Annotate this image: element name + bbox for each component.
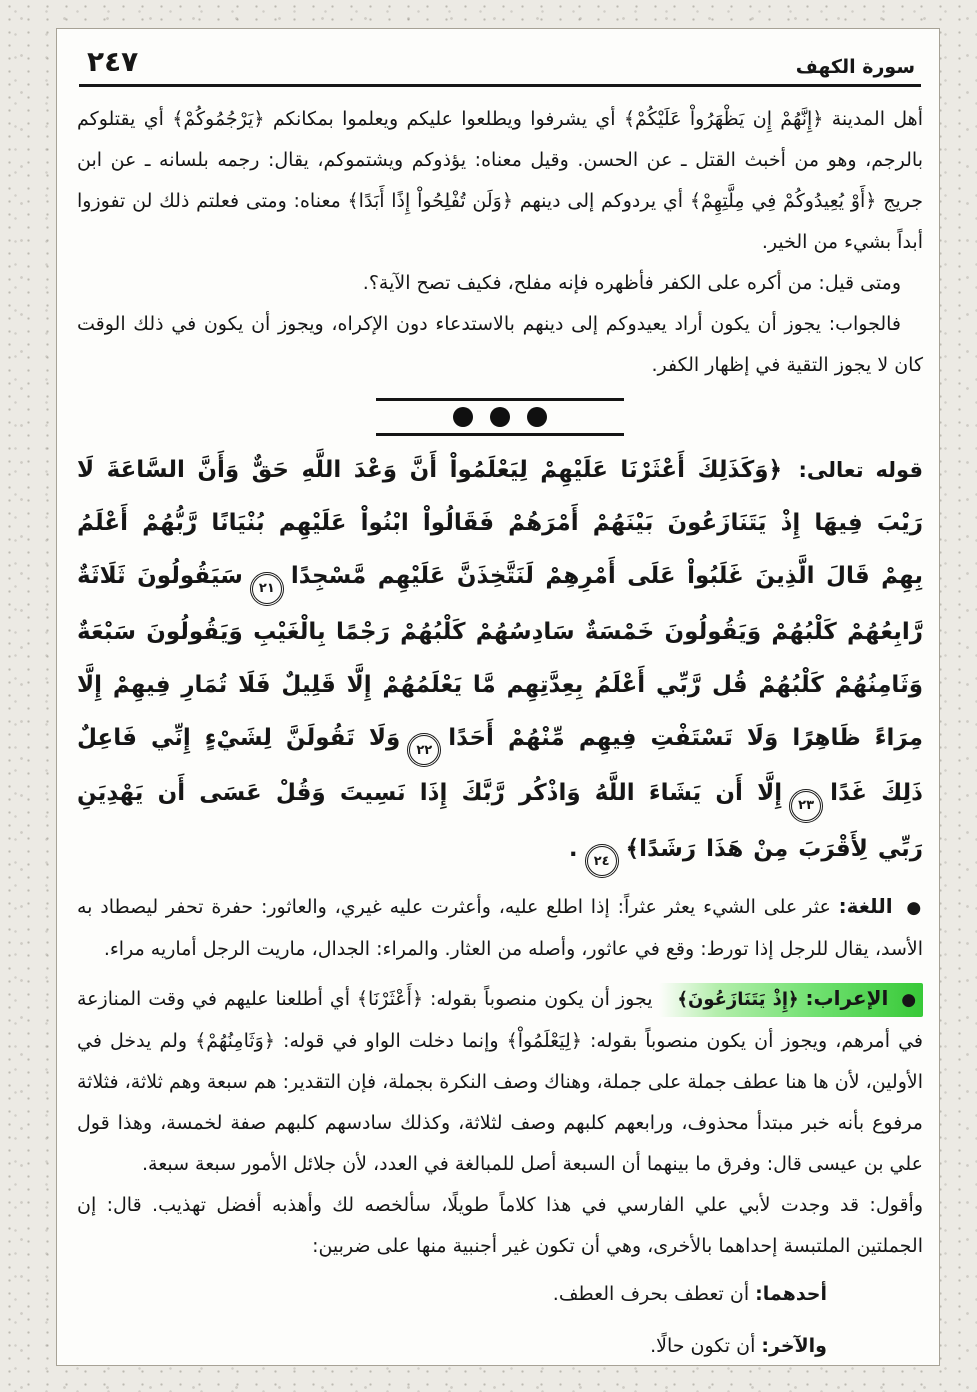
quran-closing-mark: . xyxy=(568,835,578,862)
irab-quoted-phrase: ﴿إِذْ يَتَنَازَعُونَ﴾ xyxy=(677,989,799,1010)
bullet-icon: ● xyxy=(901,990,917,1010)
irab-section-body: يجوز أن يكون منصوباً بقوله: ﴿أَعْثَرْنَا﴾ أي أطلعنا عليهم في وقت المنازعة في أمرهم، ويجوز أن يكون منصوباً بقوله: ﴿لِيَعْلَمُواْ﴾ وإنما دخلت الواو في قوله: ﴿وَثَامِنُهُمْ﴾ ولم يدخل في الأولين، لأن ها هنا عطف جملة على جملة، وهناك وصف النكرة بجملة، فإن التقدير: هم سبعة وهم ثلاثة، فثلاثة مرفوع بأنه خبر مبتدأ محذوف، ورابعهم كلبهم وصف لثلاثة، وكذلك سادسهم كلبهم صفة لخمسة، وهذا قول علي بن عيسى قال: وفرق ما بينهما أن السبعة أصل للمبالغة في العدد، لأن جلائل الأمور سبعة سبعة. xyxy=(77,988,923,1175)
closing-pair-1-text: أن تعطف بحرف العطف. xyxy=(552,1283,750,1305)
divider-line-bottom xyxy=(376,433,624,436)
bullet-icon: ● xyxy=(906,898,923,918)
closing-pair-2-text: أن تكون حالًا. xyxy=(650,1335,756,1357)
quran-verse-text: ﴿وَكَذَلِكَ أَعْثَرْنَا عَلَيْهِمْ لِيَعْلَمُواْ أَنَّ وَعْدَ اللَّهِ حَقٌّ وَأَنَّ السَّاعَةَ لَا رَيْبَ فِيهَا إِذْ يَتَنَازَعُونَ بَيْنَهُمْ أَمْرَهُمْ فَقَالُواْ ابْنُواْ عَلَيْهِم بُنْيَانًا رَّبُّهُمْ أَعْلَمُ بِهِمْ قَالَ الَّذِينَ غَلَبُواْ عَلَى أَمْرِهِمْ لَنَتَّخِذَنَّ عَلَيْهِم مَّسْجِدًا xyxy=(77,457,923,589)
closing-pair-2-label: والآخر: xyxy=(761,1335,827,1357)
closing-pair-2 xyxy=(77,1321,827,1366)
divider-dot-icon xyxy=(527,407,547,427)
closing-pair-1 xyxy=(77,1269,827,1319)
surah-title: سورة الكهف xyxy=(795,56,915,78)
quran-verse-text: إِلَّا أَن يَشَاءَ اللَّهُ وَاذْكُر رَّبَّكَ إِذَا نَسِيتَ وَقُلْ عَسَى أَن يَهْدِيَنِ رَبِّي لِأَقْرَبَ مِنْ هَذَا رَشَدًا﴾ xyxy=(77,780,923,862)
tafsir-paragraph-1: أهل المدينة ﴿إِنَّهُمْ إِن يَظْهَرُواْ عَلَيْكُمْ﴾ أي يشرفوا ويطلعوا عليكم ويعلموا بمكانكم ﴿يَرْجُمُوكُمْ﴾ أي يقتلوكم بالرجم، وهو من أخبث القتل ـ عن الحسن. وقيل معناه: يؤذوكم ويشتموكم، يقال: رجمه بلسانه ـ عن ابن جريج ﴿أَوْ يُعِيدُوكُمْ فِي مِلَّتِهِمْ﴾ أي يردوكم إلى دينهم ﴿وَلَن تُفْلِحُواْ إِذًا أَبَدًا﴾ معناه: ومتى فعلتم ذلك لن تفوزوا أبداً بشيء من الخير. xyxy=(77,108,923,253)
author-note-paragraph: وأقول: قد وجدت لأبي علي الفارسي في هذا كلاماً طويلًا، سألخصه لك وأهذبه أفضل تهذيب. قال: إن الجملتين الملتبسة إحداهما بالأخرى، وهي أن تكون غير أجنبية منها على ضربين: xyxy=(77,1194,923,1257)
irab-green-highlight xyxy=(659,983,923,1017)
quran-verses xyxy=(77,457,923,869)
header-rule xyxy=(79,84,921,87)
closing-pair-1-label: أحدهما: xyxy=(755,1283,827,1305)
section-divider xyxy=(376,398,624,436)
verse-number-badge: ٢٣ xyxy=(789,789,823,823)
irab-section-title: الإعراب: xyxy=(805,986,889,1010)
verse-number-badge: ٢٢ xyxy=(407,733,441,767)
quran-verse-text: وَلَا تَقُولَنَّ لِشَيْءٍ إِنِّي فَاعِلٌ ذَلِكَ غَدًا xyxy=(77,724,923,806)
language-section-body: عثر على الشيء يعثر عثراً: إذا اطلع عليه، وأعثرت عليه غيري، والعاثور: حفرة تحفر ليصطاد به الأسد، يقال للرجل إذا تورط: وقع في عاثور، وأصله من العثار. والمراء: الجدال، ماريت الرجل أماريه مراء. xyxy=(77,896,923,960)
language-section xyxy=(77,886,923,970)
quran-verse-text: سَيَقُولُونَ ثَلَاثَةٌ رَّابِعُهُمْ كَلْبُهُمْ وَيَقُولُونَ خَمْسَةٌ سَادِسُهُمْ كَلْبُهُمْ رَجْمًا بِالْغَيْبِ وَيَقُولُونَ سَبْعَةٌ وَثَامِنُهُمْ كَلْبُهُمْ قُل رَّبِّي أَعْلَمُ بِعِدَّتِهِم مَّا يَعْلَمُهُمْ إِلَّا قَلِيلٌ فَلَا تُمَارِ فِيهِمْ إِلَّا مِرَاءً ظَاهِرًا وَلَا تَسْتَفْتِ فِيهِم مِّنْهُمْ أَحَدًا xyxy=(77,563,923,751)
irab-section xyxy=(77,978,923,1185)
page-header xyxy=(77,39,923,78)
verse-number-badge: ٢١ xyxy=(250,572,284,606)
page-number: ٢٤٧ xyxy=(87,45,139,78)
divider-dots xyxy=(376,401,624,433)
verse-number-badge: ٢٤ xyxy=(585,844,619,878)
divider-dot-icon xyxy=(453,407,473,427)
language-section-title: اللغة: xyxy=(838,894,893,918)
book-page xyxy=(56,28,940,1366)
divider-dot-icon xyxy=(490,407,510,427)
tafsir-paragraph-2: ومتى قيل: من أكره على الكفر فأظهره فإنه مفلح، فكيف تصح الآية؟. xyxy=(362,272,901,294)
tafsir-paragraph-3: فالجواب: يجوز أن يكون أراد يعيدوكم إلى دينهم بالاستدعاء دون الإكراه، ويجوز أن يكون في ذلك الوقت كان لا يجوز التقية في إظهار الكفر. xyxy=(77,313,923,376)
quran-lead-label: قوله تعالى: xyxy=(798,458,923,482)
quran-verse-block xyxy=(77,444,923,878)
